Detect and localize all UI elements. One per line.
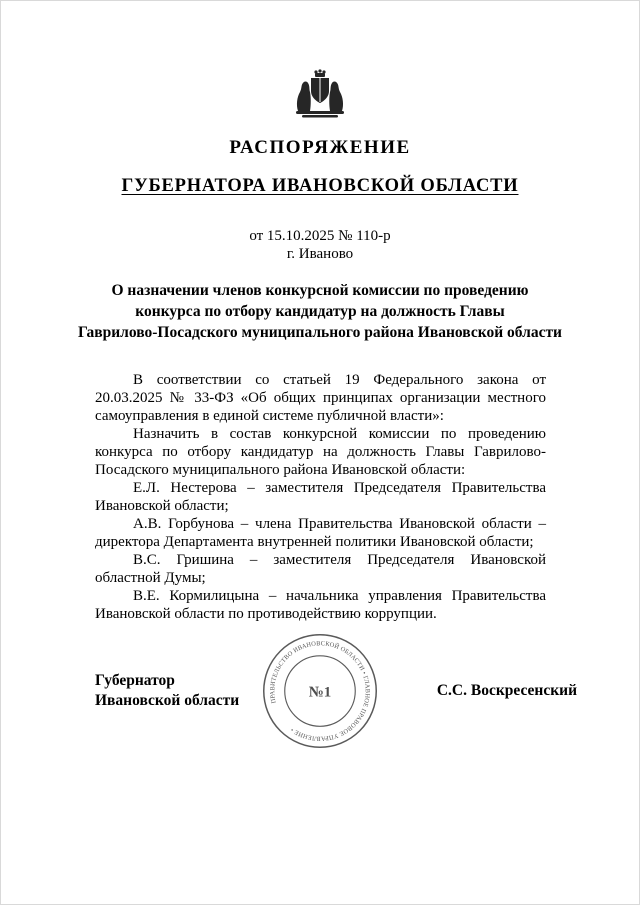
round-seal-icon xyxy=(260,631,380,751)
body-paragraph: Е.Л. Нестерова – заместителя Председателя Правительства Ивановской области; xyxy=(95,480,546,514)
stamp-center-text: №1 xyxy=(308,684,332,701)
date-number-line: от 15.10.2025 № 110-р xyxy=(249,228,391,244)
document-type-heading: РАСПОРЯЖЕНИЕ xyxy=(229,137,411,158)
body-paragraph: В соответствии со статьей 19 Федерального закона от 20.03.2025 № 33-ФЗ «Об общих принципах организации местного самоуправления в единой системе публичной власти»: xyxy=(95,372,546,424)
coat-of-arms-icon xyxy=(1,67,639,121)
document-title-line: Гаврилово-Посадского муниципального района Ивановской области xyxy=(78,324,562,341)
signer-name: С.С. Воскресенский xyxy=(436,682,577,699)
city-line: г. Иваново xyxy=(286,246,354,262)
document-title xyxy=(1,280,639,343)
stamp-ring-text: ПРАВИТЕЛЬСТВО ИВАНОВСКОЙ ОБЛАСТИ • ГЛАВНОЕ ПРАВОВОЕ УПРАВЛЕНИЕ • xyxy=(269,640,371,742)
document-body xyxy=(1,371,639,623)
document-issuer-heading: ГУБЕРНАТОРА ИВАНОВСКОЙ ОБЛАСТИ xyxy=(121,176,519,196)
body-paragraph: В.С. Гришина – заместителя Председателя Ивановской областной Думы; xyxy=(95,552,546,586)
signer-position xyxy=(95,671,239,711)
body-paragraph: В.Е. Кормилицына – начальника управления Правительства Ивановской области по противодействию коррупции. xyxy=(95,588,546,622)
body-paragraph: А.В. Горбунова – члена Правительства Ивановской области – директора Департамента внутренней политики Ивановской области; xyxy=(95,516,546,550)
signer-position-line: Губернатор xyxy=(95,672,175,689)
signature-block xyxy=(1,631,639,751)
signer-position-line: Ивановской области xyxy=(95,692,240,709)
document-title-line: конкурса по отбору кандидатур на должность Главы xyxy=(135,303,505,320)
document-title-line: О назначении членов конкурсной комиссии по проведению xyxy=(111,282,529,299)
body-paragraph: Назначить в состав конкурсной комиссии по проведению конкурса по отбору кандидатур на должность Главы Гаврилово-Посадского муниципального района Ивановской области: xyxy=(95,426,546,478)
